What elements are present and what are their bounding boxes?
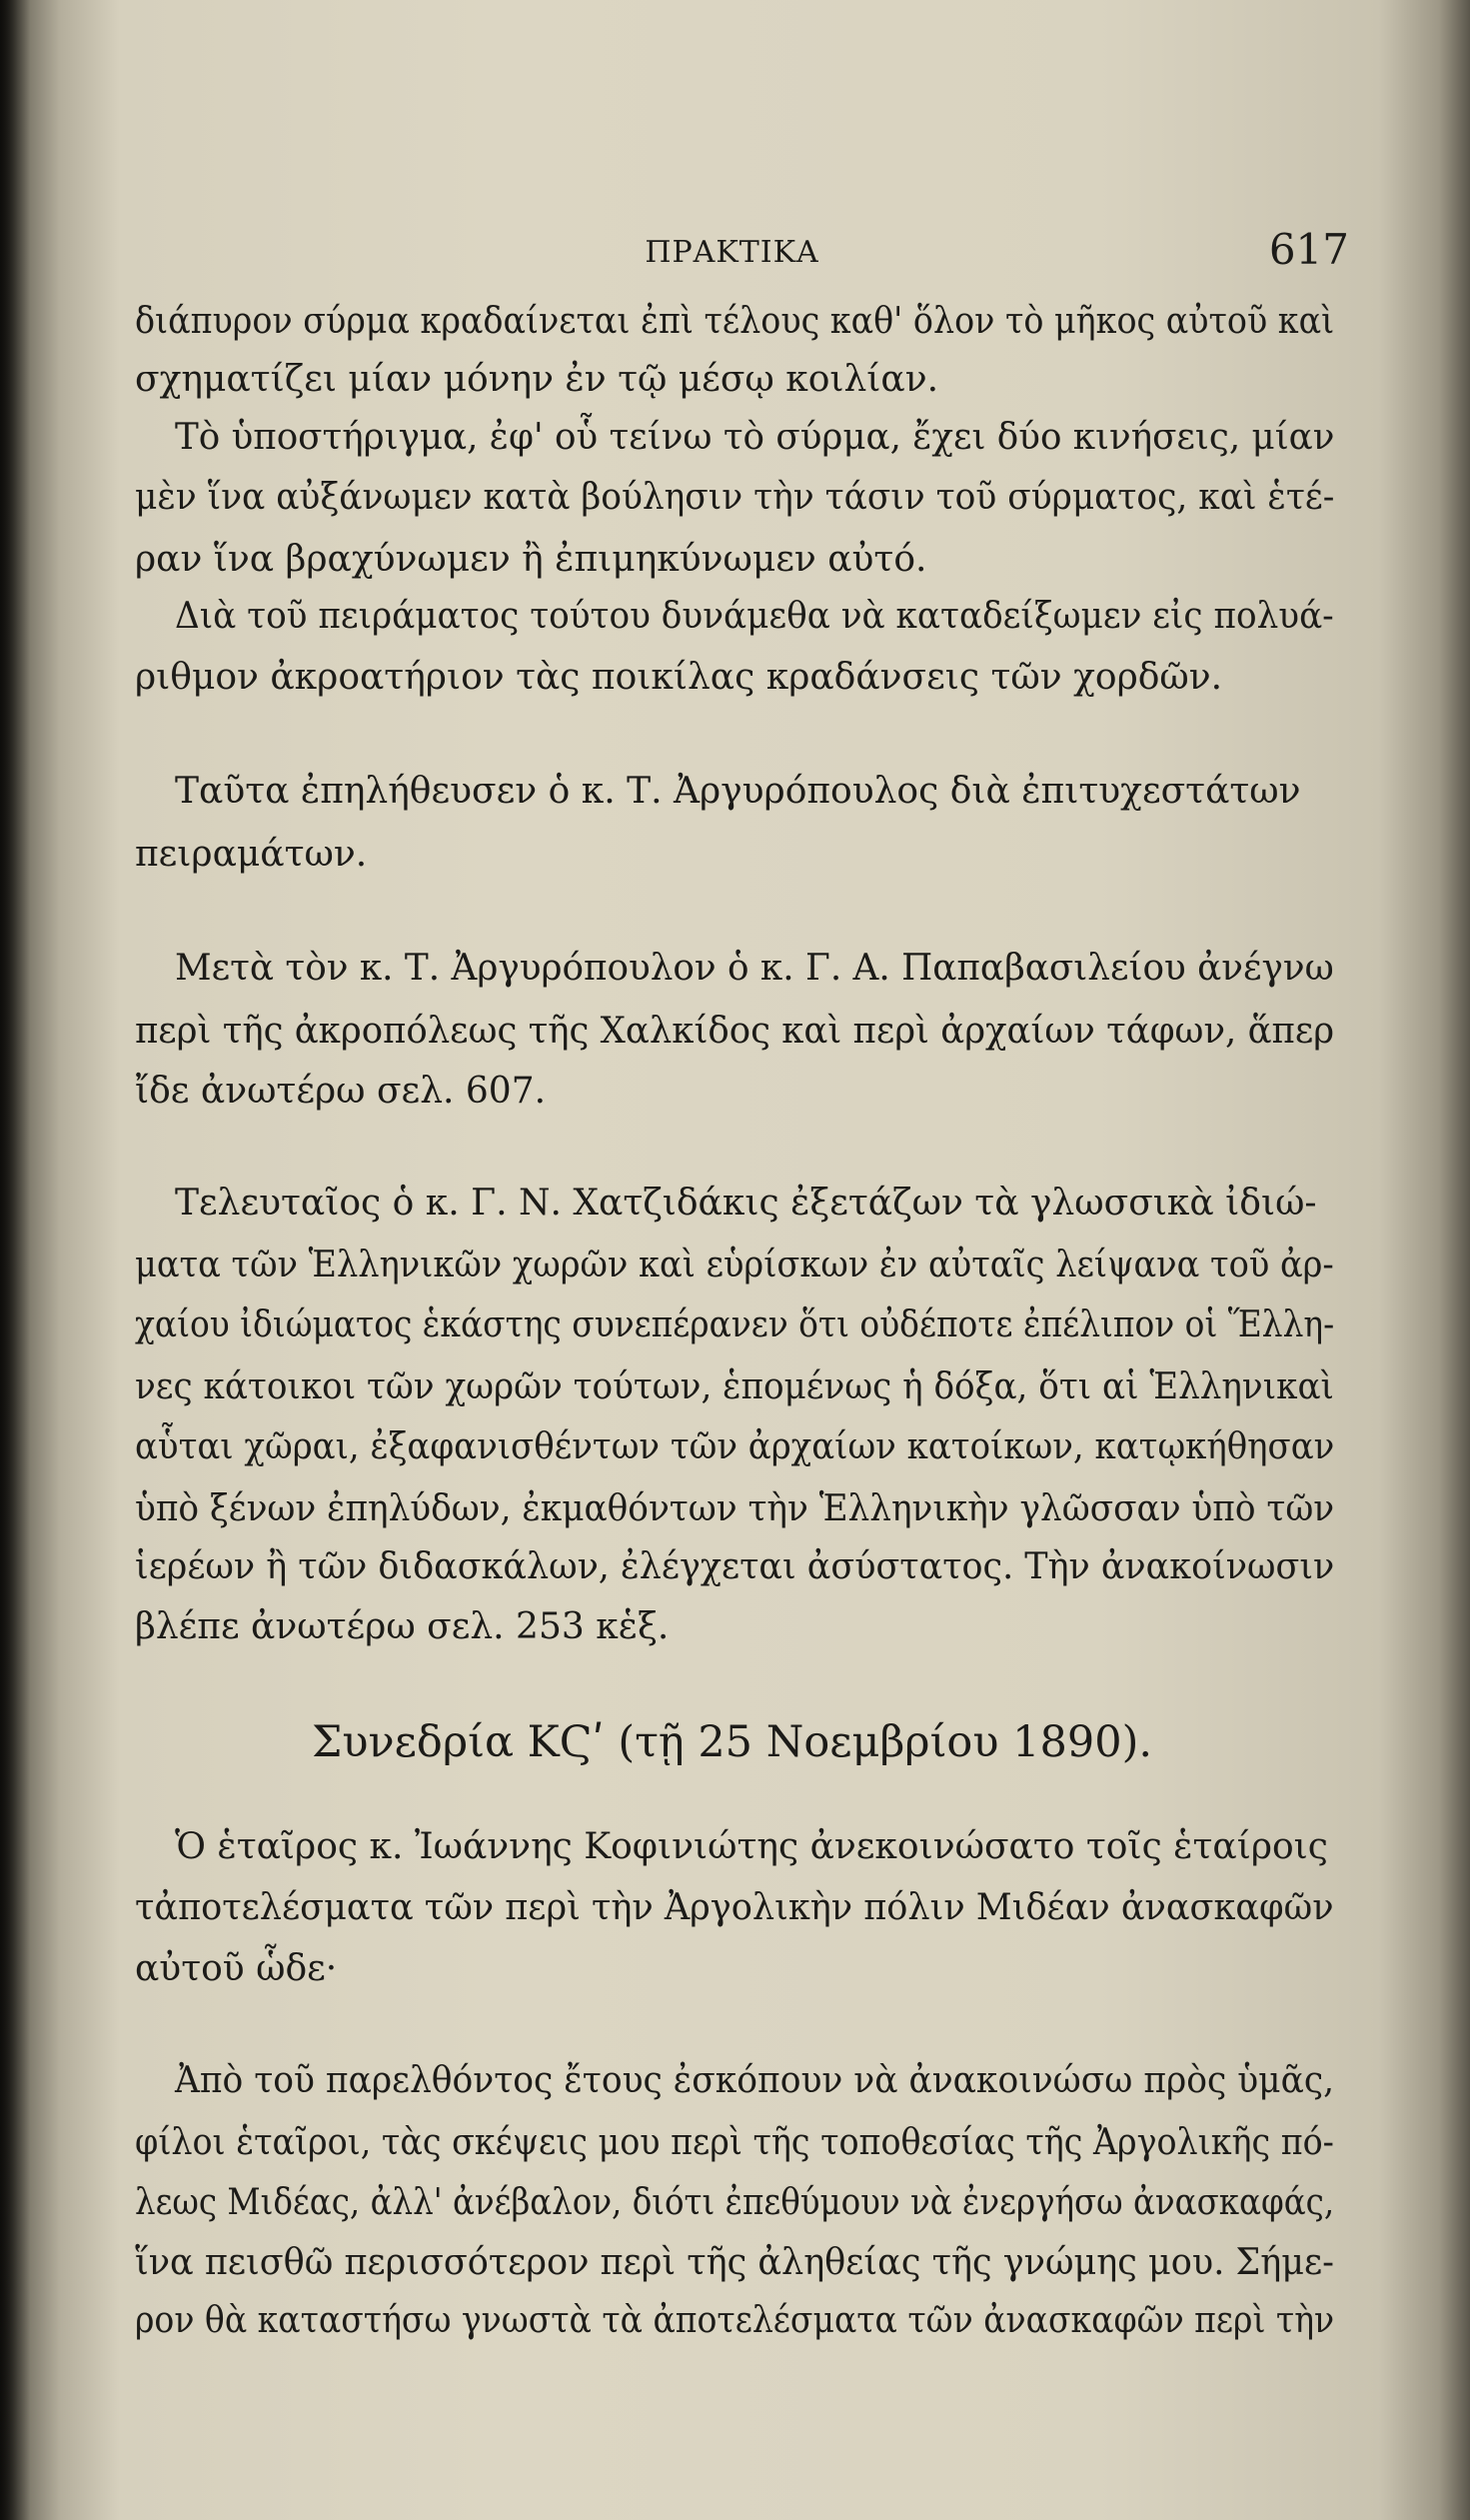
text-line: αὗται χῶραι, ἐξαφανισθέντων τῶν ἀρχαίων κατοίκων, κατῳκήθησαν — [135, 1426, 1335, 1467]
text-line: Ἀπὸ τοῦ παρελθόντος ἔτους ἐσκόπουν νὰ ἀνακοινώσω πρὸς ὑμᾶς, — [175, 2060, 1335, 2101]
text-line: βλέπε ἀνωτέρω σελ. 253 κἑξ. — [135, 1606, 670, 1647]
text-line: Μετὰ τὸν κ. Τ. Ἀργυρόπουλον ὁ κ. Γ. Α. Παπαβασιλείου ἀνέγνω — [175, 948, 1334, 989]
text-line: Ὁ ἑταῖρος κ. Ἰωάννης Κοφινιώτης ἀνεκοινώσατο τοῖς ἑταίροις — [175, 1826, 1328, 1867]
text-line: Τὸ ὑποστήριγμα, ἐφ' οὗ τείνω τὸ σύρμα, ἔχει δύο κινήσεις, μίαν — [175, 417, 1335, 458]
text-line: διάπυρον σύρμα κραδαίνεται ἐπὶ τέλους καθ' ὅλον τὸ μῆκος αὐτοῦ καὶ — [135, 301, 1335, 342]
text-line: ἴδε ἀνωτέρω σελ. 607. — [135, 1071, 547, 1112]
text-line: αὐτοῦ ὧδε· — [135, 1948, 338, 1989]
text-line: χαίου ἰδιώματος ἑκάστης συνεπέρανεν ὅτι οὐδέποτε ἐπέλιπον οἱ Ἕλλη- — [135, 1304, 1335, 1345]
text-line: ἱερέων ἢ τῶν διδασκάλων, ἐλέγχεται ἀσύστατος. Τὴν ἀνακοίνωσιν — [135, 1546, 1335, 1587]
text-line: ματα τῶν Ἑλληνικῶν χωρῶν καὶ εὑρίσκων ἐν αὐταῖς λείψανα τοῦ ἀρ- — [135, 1245, 1334, 1285]
text-line: ραν ἵνα βραχύνωμεν ἢ ἐπιμηκύνωμεν αὐτό. — [135, 539, 927, 580]
book-page — [115, 0, 1349, 2520]
text-line: ὑπὸ ξένων ἐπηλύδων, ἐκμαθόντων τὴν Ἑλληνικὴν γλῶσσαν ὑπὸ τῶν — [135, 1488, 1335, 1529]
text-line: μὲν ἵνα αὐξάνωμεν κατὰ βούλησιν τὴν τάσιν τοῦ σύρματος, καὶ ἑτέ- — [135, 477, 1335, 518]
text-line: περὶ τῆς ἀκροπόλεως τῆς Χαλκίδος καὶ περὶ ἀρχαίων τάφων, ἅπερ — [135, 1011, 1335, 1052]
text-line: πειραμάτων. — [135, 834, 368, 875]
section-heading: Συνεδρία ΚϚʹ (τῇ 25 Νοεμβρίου 1890). — [311, 1717, 1153, 1767]
text-line: Ταῦτα ἐπηλήθευσεν ὁ κ. Τ. Ἀργυρόπουλος διὰ ἐπιτυχεστάτων — [175, 771, 1301, 812]
text-line: ρον θὰ καταστήσω γνωστὰ τὰ ἀποτελέσματα τῶν ἀνασκαφῶν περὶ τὴν — [135, 2300, 1335, 2341]
text-line: σχηματίζει μίαν μόνην ἐν τῷ μέσῳ κοιλίαν. — [135, 359, 939, 400]
text-line: ριθμον ἀκροατήριον τὰς ποικίλας κραδάνσεις τῶν χορδῶν. — [135, 657, 1223, 698]
text-line: φίλοι ἑταῖροι, τὰς σκέψεις μου περὶ τῆς τοποθεσίας τῆς Ἀργολικῆς πό- — [135, 2122, 1334, 2163]
text-line: τἀποτελέσματα τῶν περὶ τὴν Ἀργολικὴν πόλιν Μιδέαν ἀνασκαφῶν — [135, 1887, 1334, 1928]
text-line: λεως Μιδέας, ἀλλ' ἀνέβαλον, διότι ἐπεθύμουν νὰ ἐνεργήσω ἀνασκαφάς, — [135, 2182, 1335, 2223]
text-line: Τελευταῖος ὁ κ. Γ. Ν. Χατζιδάκις ἐξετάζων τὰ γλωσσικὰ ἰδιώ- — [175, 1183, 1317, 1224]
text-line: ἵνα πεισθῶ περισσότερον περὶ τῆς ἀληθείας τῆς γνώμης μου. Σήμε- — [135, 2242, 1335, 2283]
page-number: 617 — [1268, 225, 1349, 274]
text-line: νες κάτοικοι τῶν χωρῶν τούτων, ἑπομένως ἡ δόξα, ὅτι αἱ Ἑλληνικαὶ — [135, 1366, 1334, 1407]
page-header — [115, 225, 1349, 285]
running-title: ΠΡΑΚΤΙΚΑ — [645, 235, 819, 270]
text-line: Διὰ τοῦ πειράματος τούτου δυνάμεθα νὰ καταδείξωμεν εἰς πολυά- — [175, 596, 1334, 637]
